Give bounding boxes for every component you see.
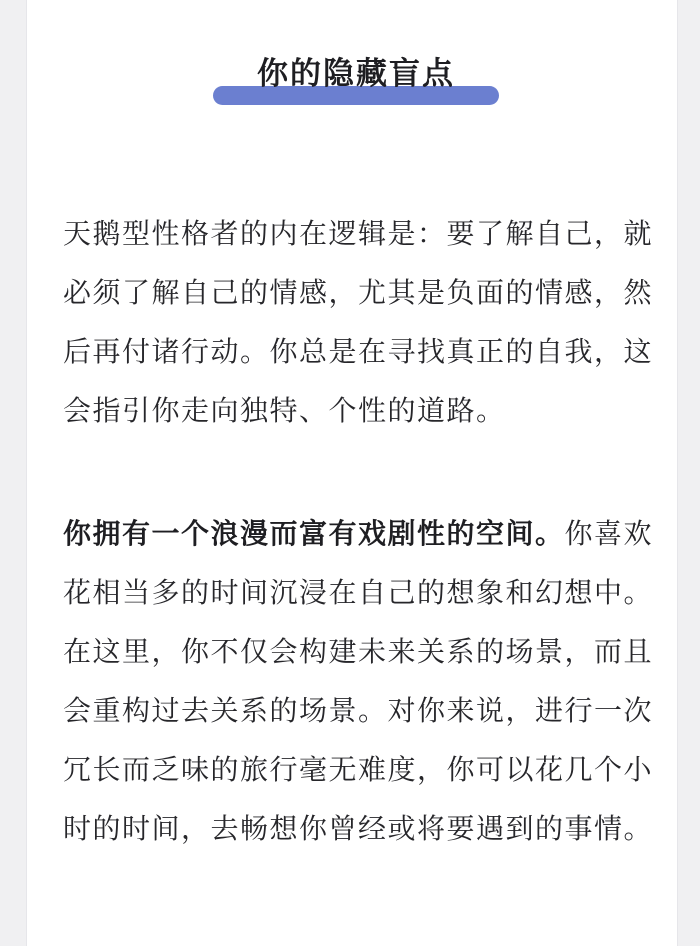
- section-heading: [213, 50, 499, 108]
- paragraph-intro: 天鹅型性格者的内在逻辑是：要了解自己，就必须了解自己的情感，尤其是负面的情感，然后再付诸行动。你总是在寻找真正的自我，这会指引你走向独特、个性的道路。: [63, 217, 654, 427]
- article-card: [26, 0, 678, 946]
- paragraph-emphasis: 你拥有一个浪漫而富有戏剧性的空间。: [63, 517, 565, 550]
- heading-title: 你的隐藏盲点: [257, 56, 455, 92]
- paragraph-body: 你喜欢花相当多的时间沉浸在自己的想象和幻想中。在这里，你不仅会构建未来关系的场景，而且会重构过去关系的场景。对你来说，进行一次冗长而乏味的旅行毫无难度，你可以花几个小时的时间，去畅想你曾经或将要遇到的事情。: [63, 517, 654, 845]
- paragraph-blind-spot: [63, 504, 663, 858]
